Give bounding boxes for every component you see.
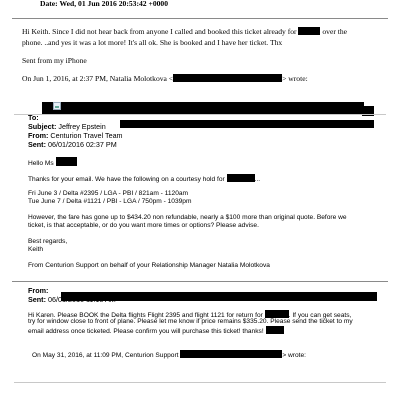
sender-name: Keith bbox=[28, 246, 44, 253]
reply-signature: Sent from my iPhone bbox=[22, 56, 87, 65]
reply-text-start: Hi Keith. Since I did not hear back from anyone I called and booked this ticket already for bbox=[22, 27, 297, 36]
redacted-name bbox=[298, 27, 320, 35]
msg2-divider bbox=[12, 281, 388, 282]
redacted-return-name bbox=[265, 310, 289, 318]
subject-value: Jeffrey Epstein bbox=[58, 122, 106, 131]
bottom-divider bbox=[14, 382, 386, 383]
msg1-from-row bbox=[28, 131, 123, 140]
redacted-signoff bbox=[266, 326, 284, 334]
msg1-sent-row bbox=[28, 140, 117, 149]
fare-line-2: ticket, is that acceptable, or do you want more times or options? Please advise. bbox=[28, 222, 259, 229]
header-divider bbox=[12, 18, 388, 19]
quote-end: > wrote: bbox=[282, 74, 308, 83]
msg1-footer: From Centurion Support on behalf of your Relationship Manager Natalia Molotkova bbox=[28, 262, 270, 269]
redacted-banner bbox=[42, 102, 364, 114]
msg2-quote-header bbox=[32, 350, 306, 359]
sent-label: Sent: bbox=[28, 140, 46, 149]
to-label: To: bbox=[28, 113, 39, 122]
redacted-greeting-name bbox=[56, 157, 77, 166]
intro-text: Thanks for your email. We have the following on a courtesy hold for bbox=[28, 176, 225, 183]
date-line: Date: Wed, 01 Jun 2016 20:53:42 +0000 bbox=[40, 0, 169, 8]
quote-start: On Jun 1, 2016, at 2:37 PM, Natalia Molotkova < bbox=[22, 74, 174, 83]
body1-text: Hi Karen. Please BOOK the Delta flights Flight 2395 and flight 1121 for return for bbox=[28, 312, 263, 319]
redacted-passenger bbox=[227, 174, 255, 182]
msg1-intro bbox=[28, 174, 260, 183]
msg2-sent-label: Sent: bbox=[28, 295, 46, 304]
from-value: Centurion Travel Team bbox=[50, 131, 123, 140]
msg2-quote-start: On May 31, 2016, at 11:09 PM, Centurion Support bbox=[32, 352, 179, 359]
reply-quote-header bbox=[22, 74, 308, 83]
redacted-support-email bbox=[180, 350, 282, 358]
flight-1: Fri June 3 / Delta #2395 / LGA - PBI / 821am - 1120am bbox=[28, 190, 189, 197]
msg2-from-row bbox=[28, 286, 48, 295]
body3-text: email address once ticketed. Please confirm you will purchase this ticket! thanks! bbox=[28, 328, 264, 335]
subject-label: Subject: bbox=[28, 122, 57, 131]
msg1-subject-row bbox=[28, 122, 106, 131]
intro-ellipsis: ... bbox=[254, 176, 261, 183]
reply-text-end: over the bbox=[322, 27, 348, 36]
sent-value: 06/01/2016 02:37 PM bbox=[47, 140, 117, 149]
redacted-email bbox=[173, 74, 282, 82]
flight-2: Tue June 7 / Delta #1121 / PBI - LGA / 750pm - 1039pm bbox=[28, 198, 192, 205]
msg1-greeting bbox=[28, 157, 77, 167]
reply-line-2: phone. ..and yes it was a lot more! It's all ok. She is booked and I have her ticket. Thx bbox=[22, 38, 283, 47]
from-label: From: bbox=[28, 131, 49, 140]
msg2-sent-value: 06/01/2016 11:18 AM bbox=[47, 295, 116, 304]
msg2-sent-row bbox=[28, 295, 116, 304]
broken-image-icon bbox=[53, 102, 61, 110]
body1-end: . If you can get seats, bbox=[288, 312, 352, 319]
greeting-text: Hello Ms bbox=[28, 160, 54, 167]
msg2-body-3 bbox=[28, 326, 284, 335]
to-redaction-wrap bbox=[120, 114, 374, 132]
msg2-quote-end: > wrote: bbox=[282, 352, 306, 359]
msg1-to-row bbox=[28, 113, 39, 122]
msg2-from-label: From: bbox=[28, 286, 49, 295]
redacted-to bbox=[120, 120, 374, 128]
msg2-body-2: try for window close to front of plane. Please let me know if price remains $335.20. Please send the ticket to my bbox=[28, 318, 353, 325]
fare-line-1: However, the fare has gone up to $434.20 non refundable, nearly a $100 more than original quote. Before we bbox=[28, 214, 347, 221]
reply-line-1 bbox=[22, 27, 347, 36]
regards: Best regards, bbox=[28, 238, 68, 245]
